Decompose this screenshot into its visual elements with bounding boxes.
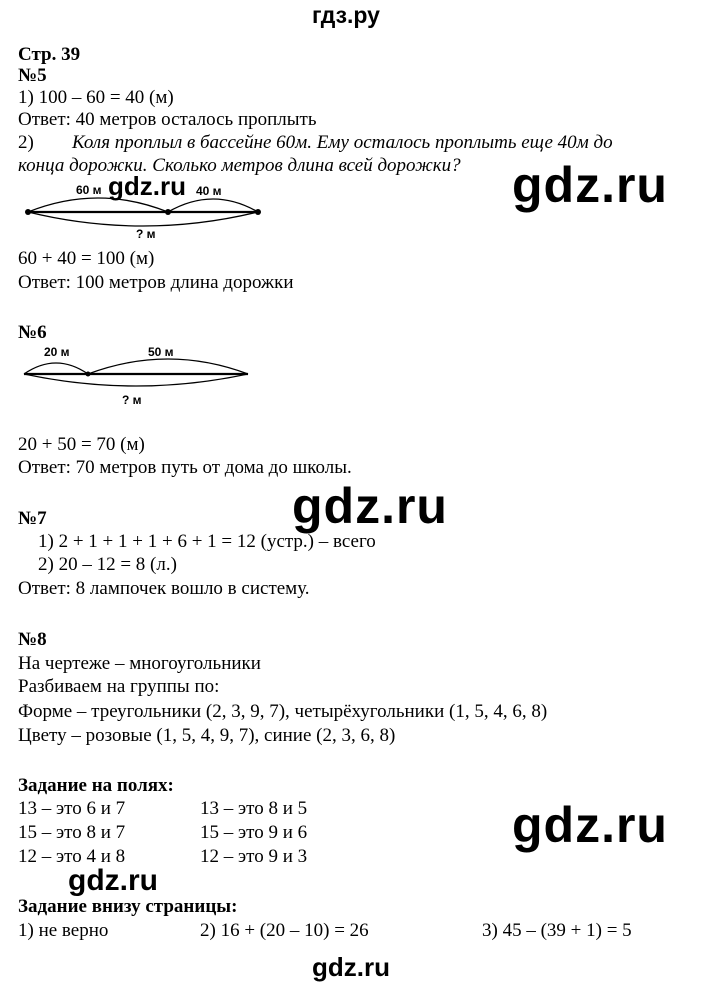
watermark-gdz-footer: gdz.ru [312, 952, 390, 982]
task6-segment-diagram [18, 338, 258, 408]
margin-task-left-2: 15 – это 8 и 7 [18, 822, 126, 843]
task5-answer1: Ответ: 40 метров осталось проплыть [18, 109, 317, 130]
task5-diagram-label-total: ? м [136, 227, 156, 240]
task8-line2: Разбиваем на группы по: [18, 676, 220, 697]
margin-task-right-3: 12 – это 9 и 3 [200, 846, 308, 867]
task6-diagram-arc-left [24, 363, 88, 374]
task6-diagram-label-total: ? м [122, 393, 142, 407]
task5-item2-text-line2: конца дорожки. Сколько метров длина всей дорожки? [18, 155, 461, 176]
task5-diagram-label-left: 60 м [76, 183, 102, 197]
site-header-watermark: гдз.ру [312, 2, 380, 28]
task5-diagram-arc-total [28, 212, 258, 226]
task6-diagram-label-right: 50 м [148, 345, 174, 359]
task6-line1: 20 + 50 = 70 (м) [18, 434, 145, 455]
page-title: Стр. 39 [18, 44, 81, 65]
task6-number: №6 [18, 322, 47, 343]
task5-item2-number: 2) [18, 132, 34, 153]
task5-answer2: Ответ: 100 метров длина дорожки [18, 272, 294, 293]
watermark-gdz-medium-bottom: gdz.ru [68, 864, 158, 897]
task5-line1: 1) 100 – 60 = 40 (м) [18, 87, 174, 108]
watermark-gdz-large-top: gdz.ru [512, 157, 668, 213]
bottom-task-item-1: 1) не верно [18, 920, 109, 941]
task8-number: №8 [18, 629, 47, 650]
margin-task-left-3: 12 – это 4 и 8 [18, 846, 126, 867]
bottom-task-item-3: 3) 45 – (39 + 1) = 5 [482, 920, 632, 941]
margin-task-right-2: 15 – это 9 и 6 [200, 822, 308, 843]
task8-line4: Цвету – розовые (1, 5, 4, 9, 7), синие (2, 3, 6, 8) [18, 725, 396, 746]
task5-number: №5 [18, 65, 47, 86]
watermark-gdz-large-bottom: gdz.ru [512, 797, 668, 853]
task5-diagram-label-right: 40 м [196, 184, 222, 198]
task7-line1: 1) 2 + 1 + 1 + 1 + 6 + 1 = 12 (устр.) – всего [38, 531, 376, 552]
watermark-gdz-large-middle: gdz.ru [292, 478, 448, 534]
task5-item2-text-line1: Коля проплыл в бассейне 60м. Ему осталось проплыть еще 40м до [72, 132, 613, 153]
task6-diagram-arc-total [24, 374, 248, 386]
bottom-task-item-2: 2) 16 + (20 – 10) = 26 [200, 920, 369, 941]
task8-line3: Форме – треугольники (2, 3, 9, 7), четырёхугольники (1, 5, 4, 6, 8) [18, 701, 548, 722]
watermark-gdz-small-top: gdz.ru [108, 171, 186, 201]
bottom-task-title: Задание внизу страницы: [18, 896, 238, 917]
margin-task-title: Задание на полях: [18, 775, 174, 796]
task7-answer: Ответ: 8 лампочек вошло в систему. [18, 578, 310, 599]
task6-answer: Ответ: 70 метров путь от дома до школы. [18, 457, 352, 478]
task6-diagram-arc-right [88, 359, 248, 374]
task8-line1: На чертеже – многоугольники [18, 653, 261, 674]
task7-line2: 2) 20 – 12 = 8 (л.) [38, 554, 177, 575]
task5-line2: 60 + 40 = 100 (м) [18, 248, 155, 269]
margin-task-left-1: 13 – это 6 и 7 [18, 798, 126, 819]
margin-task-right-1: 13 – это 8 и 5 [200, 798, 308, 819]
task7-number: №7 [18, 508, 47, 529]
task6-diagram-label-left: 20 м [44, 345, 70, 359]
